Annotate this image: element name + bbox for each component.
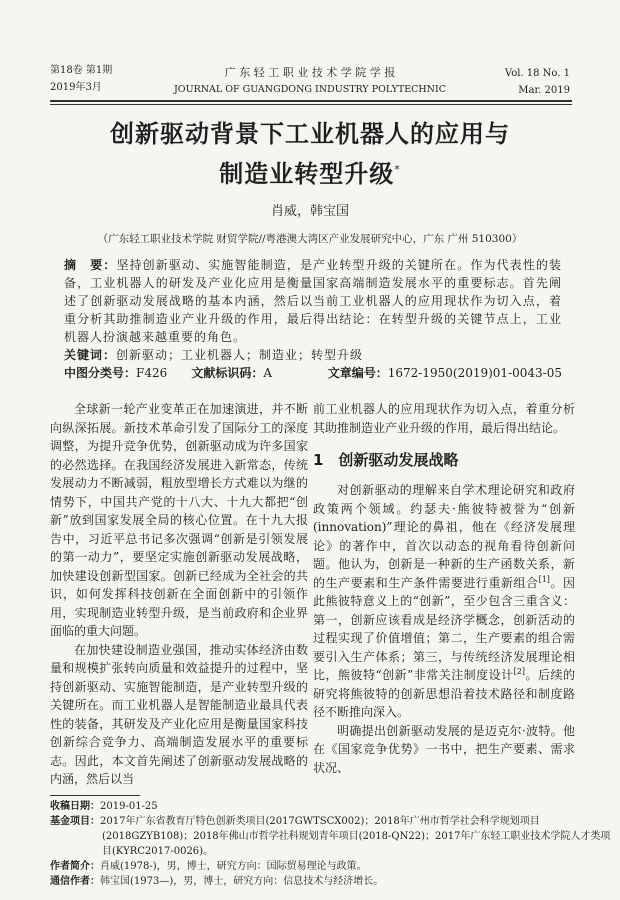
title-line-1: 创新驱动背景下工业机器人的应用与 — [110, 120, 510, 148]
date-cn: 2019年3月 — [50, 82, 102, 93]
title-line-2: 制造业转型升级 — [219, 160, 395, 188]
volume-issue-en: Vol. 18 No. 1 — [504, 68, 570, 79]
keywords-label: 关键词： — [64, 348, 117, 362]
affiliation: （广东轻工职业技术学院 财贸学院//粤港澳大湾区产业发展研究中心，广东 广州 510300） — [97, 233, 523, 245]
citation[interactable]: [1] — [538, 574, 550, 584]
volume-issue-cn: 第18卷 第1期 — [50, 65, 113, 76]
paragraph: 前工业机器人的应用现状作为切入点，着重分析其助推制造业产业升级的作用，最后得出结论。 — [313, 402, 575, 435]
date-en: Mar. 2019 — [518, 85, 570, 96]
clc-label: 中图分类号： — [64, 366, 137, 380]
header-rule-thin — [50, 104, 572, 105]
footnote-rule — [50, 795, 140, 796]
keywords: 创新驱动；工业机器人；制造业；转型升级 — [116, 348, 364, 362]
paragraph: 全球新一轮产业变革正在加速演进，并不断向纵深拓展。新技术革命引发了国际分工的深度调整，为提升竞争优势，创新驱动成为许多国家的必然选择。在我国经济发展进入新常态，传统发展动力不断减弱，粗放型增长方式难以为继的情势下，中国共产党的十八大、十九大都把“创新”放到国家发展全局的核心位置。在十九大报告中，习近平总书记多次强调“创新是引领发展的第一动力”，要坚定实施创新驱动发展战略，加快建设创新型国家。创新已经成为全社会的共识，如何发挥科技创新在全面创新中的引领作用，实现制造业转型升级，是当前政府和企业界面临的重大问题。 — [50, 402, 308, 638]
journal-name-cn: 广 东 轻 工 职 业 技 术 学 院 学 报 — [224, 66, 396, 79]
doc-code-label: 文献标识码： — [191, 366, 264, 380]
citation[interactable]: [2] — [513, 667, 526, 676]
footnotes — [50, 799, 611, 889]
article-title — [0, 116, 620, 192]
body-right-column — [313, 400, 575, 777]
clc-number: F426 — [136, 366, 168, 380]
body-left-column — [50, 400, 308, 789]
header-rule — [50, 100, 572, 102]
fund-line: 目(KYRC2017-0026)。 — [102, 846, 214, 857]
fund-line: 2017年广东省教育厅特色创新类项目(2017GWTSCX002)；2018年广州市哲学社会科学规划项目 — [100, 816, 540, 827]
corresponding-label: 通信作者： — [50, 876, 100, 887]
fund-line: (2018GZYB108)；2018年佛山市哲学社科规划青年项目(2018-QN22)；2017年广东轻工职业技术学院人才类项 — [102, 831, 611, 842]
abstract-text: 坚持创新驱动、实施智能制造，是产业转型升级的关键所在。作为代表性的装备，工业机器人的研发及产业化应用是衡量国家高端制造发展水平的重要标志。首先阐述了创新驱动发展战略的基本内涵，然后以当前工业机器人的应用现状作为切入点，着重分析其助推制造业产业升级的作用，最后得出结论：在转型升级的关键节点上，工业机器人扮演越来越重要的角色。 — [64, 258, 562, 344]
received-label: 收稿日期： — [50, 801, 100, 812]
paragraph: 明确提出创新驱动发展的是迈克尔·波特。他在《国家竞争优势》一书中，把生产要素、需求状况、 — [313, 723, 575, 775]
text: 。因此熊彼特意义上的“创新”，至少包含三重含义：第一，创新应该看成是经济学概念，创新活动的过程实现了价值增值；第二，生产要素的组合需要引入生产体系；第三，与传统经济发展理论相比，熊彼特“创新”非常关注制度设计 — [313, 575, 575, 682]
abstract — [64, 256, 562, 382]
corresponding-author: 韩宝国(1973—)，男，博士，研究方向：信息技术与经济增长。 — [100, 876, 384, 887]
authors: 肖威，韩宝国 — [270, 204, 349, 219]
section-heading: 1 创新驱动发展战略 — [313, 451, 459, 469]
doc-code: A — [263, 366, 273, 380]
journal-name-en: JOURNAL OF GUANGDONG INDUSTRY POLYTECHNIC — [173, 84, 447, 95]
author-bio-label: 作者简介： — [50, 861, 100, 872]
text: 对创新驱动的理解来自学术理论研究和政府政策两个领域。约瑟夫·熊彼特被誉为“创新(innovation)”理论的鼻祖，他在《经济发展理论》的著作中，首次以动态的视角看待创新问题。他认为，创新是一种新的生产函数关系，新的生产要素和生产条件需要进行重新组合 — [313, 483, 575, 590]
paragraph — [313, 481, 575, 722]
title-footnote-mark: * — [394, 163, 401, 176]
author-bio: 肖威(1978-)，男，博士，研究方向：国际贸易理论与政策。 — [100, 861, 367, 872]
article-id-label: 文章编号： — [327, 366, 388, 380]
article-id: 1672-1950(2019)01-0043-05 — [387, 366, 562, 380]
received-date: 2019-01-25 — [100, 801, 158, 812]
text: 。后续的研究将熊彼特的创新思想沿着技术路径和制度路径不断推向深入。 — [313, 668, 575, 719]
fund-label: 基金项目： — [50, 816, 100, 827]
abstract-label: 摘 要： — [64, 258, 117, 272]
paragraph: 在加快建设制造业强国，推动实体经济由数量和规模扩张转向质量和效益提升的过程中，坚持创新驱动、实施智能制造，是产业转型升级的关键所在。而工业机器人是智能制造业最具代表性的装备，其研发及产业化应用是衡量国家科技创新综合竞争力、高端制造发展水平的重要标志。因此，本文首先阐述了创新驱动发展战略的内涵，然后以当 — [50, 642, 308, 786]
